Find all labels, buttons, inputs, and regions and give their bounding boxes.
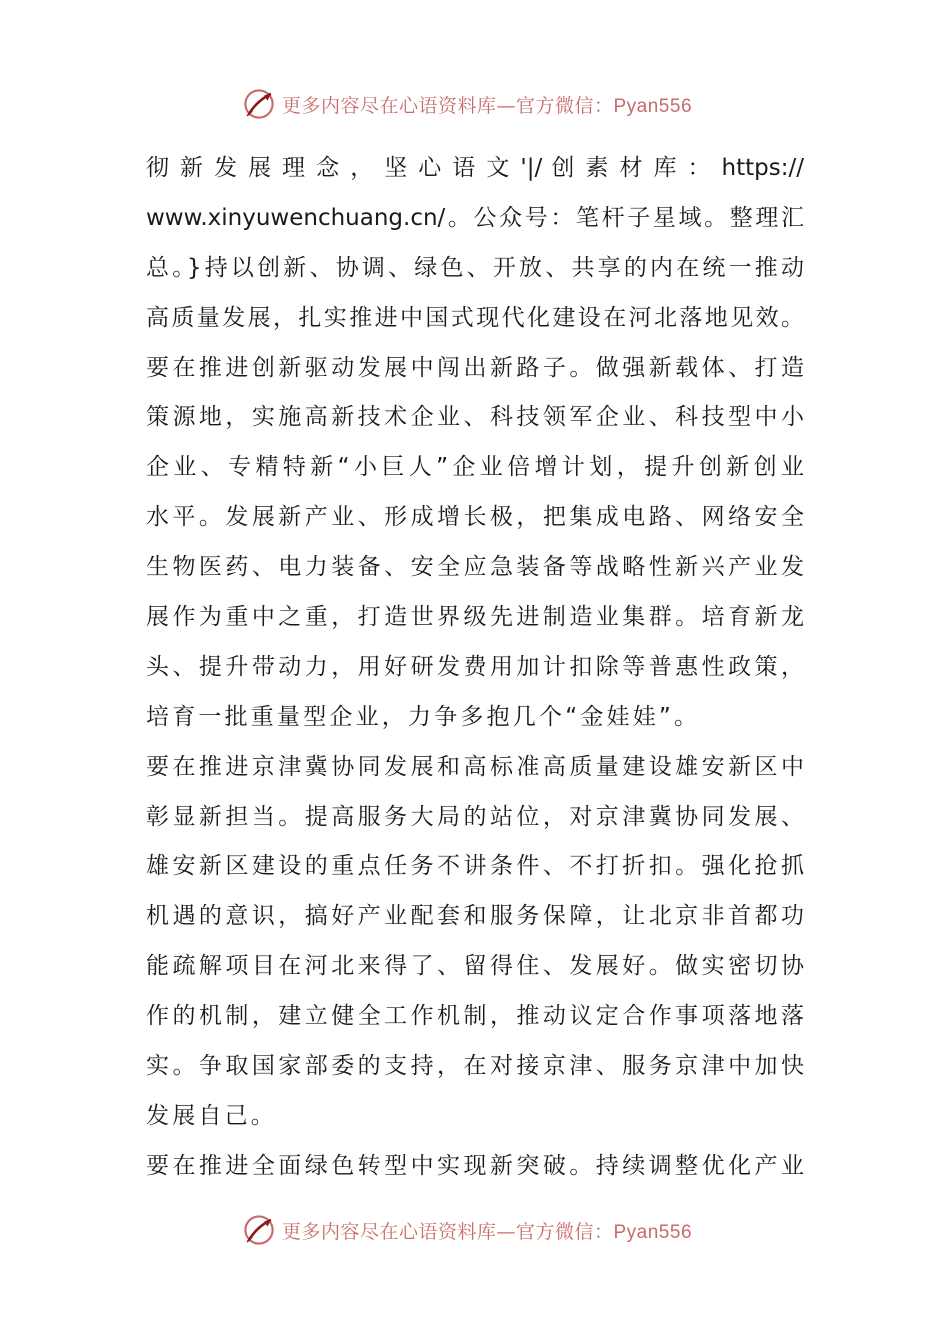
body-text-line: 生物医药、电力装备、安全应急装备等战略性新兴产业发 [146, 554, 804, 581]
body-text-line: 策源地，实施高新技术企业、科技领军企业、科技型中小 [146, 404, 804, 431]
header-banner [0, 84, 950, 124]
body-text-line: 雄安新区建设的重点任务不讲条件、不打折扣。强化抢抓 [146, 853, 804, 880]
body-text-line: 企业、专精特新“小巨人”企业倍增计划，提升创新创业 [146, 454, 804, 481]
body-text-line: 培育一批重量型企业，力争多抱几个“金娃娃”。 [146, 703, 701, 730]
footer-banner-inner [242, 1213, 692, 1247]
body-text-line: 彻 新 发 展 理 念 ， 坚 心 语 文 '|/ 创 素 材 库 ： https:// [146, 155, 804, 181]
header-banner-handle: Pyan556 [613, 95, 693, 117]
body-text-line: 彰显新担当。提高服务大局的站位，对京津冀协同发展、 [146, 803, 804, 830]
document-body [146, 144, 804, 1192]
pen-nib-logo-icon [242, 87, 276, 121]
body-text-line: 要在推进京津冀协同发展和高标准高质量建设雄安新区中 [146, 753, 804, 780]
header-banner-inner [242, 87, 692, 121]
body-text-line: 要在推进创新驱动发展中闯出新路子。做强新载体、打造 [146, 354, 804, 381]
body-text-line: 头、提升带动力，用好研发费用加计扣除等普惠性政策， [146, 653, 804, 680]
footer-banner [0, 1210, 950, 1250]
body-text-line: www.xinyuwenchuang.cn/。公众号：笔杆子星域。整理汇 [146, 204, 804, 231]
footer-banner-text [282, 1217, 692, 1244]
body-text-line: 水平。发展新产业、形成增长极，把集成电路、网络安全 [146, 504, 804, 531]
footer-banner-handle: Pyan556 [613, 1221, 693, 1243]
body-text-line: 要在推进全面绿色转型中实现新突破。持续调整优化产业 [146, 1152, 804, 1179]
pen-nib-logo-icon [242, 1213, 276, 1247]
footer-banner-label: 更多内容尽在心语资料库—官方微信： [281, 1220, 614, 1243]
body-text-line: 能疏解项目在河北来得了、留得住、发展好。做实密切协 [146, 953, 804, 980]
header-banner-text [282, 91, 692, 118]
header-banner-label: 更多内容尽在心语资料库—官方微信： [281, 94, 614, 117]
body-text-line: 作的机制，建立健全工作机制，推动议定合作事项落地落 [146, 1003, 804, 1030]
body-text-line: 展作为重中之重，打造世界级先进制造业集群。培育新龙 [146, 604, 804, 631]
body-text-line: 发展自己。 [146, 1102, 277, 1129]
body-text-line: 实。争取国家部委的支持，在对接京津、服务京津中加快 [146, 1053, 804, 1080]
body-text-line: 总。}持以创新、协调、绿色、开放、共享的内在统一推动 [146, 254, 804, 281]
body-text-line: 高质量发展，扎实推进中国式现代化建设在河北落地见效。 [146, 304, 804, 331]
body-text-line: 机遇的意识，搞好产业配套和服务保障，让北京非首都功 [146, 903, 804, 930]
